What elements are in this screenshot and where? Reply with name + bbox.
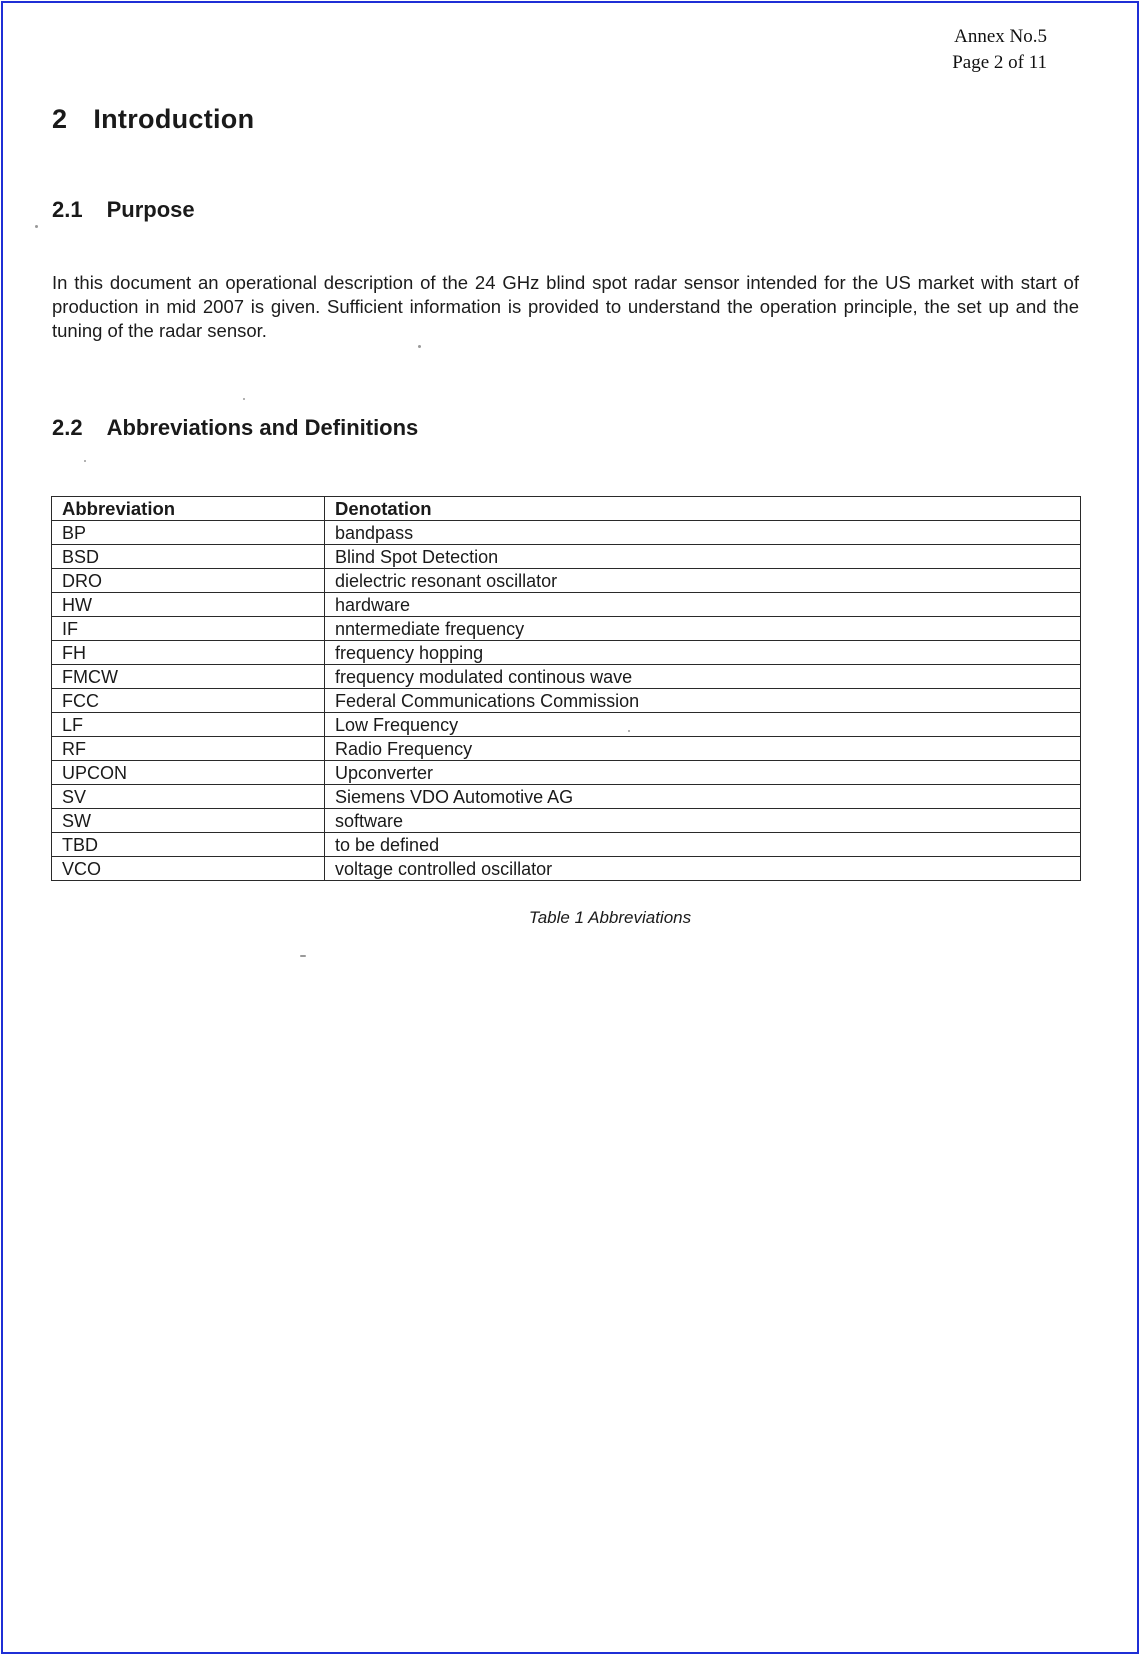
table-header-row xyxy=(52,497,1081,521)
abbreviations-table xyxy=(51,496,1081,881)
abbreviation-cell: HW xyxy=(52,593,325,617)
abbreviation-cell: BSD xyxy=(52,545,325,569)
abbreviations-heading xyxy=(52,415,418,441)
abbreviation-cell: SV xyxy=(52,785,325,809)
denotation-cell: frequency hopping xyxy=(325,641,1081,665)
column-header-denotation: Denotation xyxy=(325,497,1081,521)
abbreviation-cell: SW xyxy=(52,809,325,833)
denotation-cell: bandpass xyxy=(325,521,1081,545)
table-row xyxy=(52,689,1081,713)
abbreviation-cell: TBD xyxy=(52,833,325,857)
purpose-number: 2.1 xyxy=(52,197,83,222)
denotation-cell: Upconverter xyxy=(325,761,1081,785)
scan-speck xyxy=(418,345,421,348)
denotation-cell: Blind Spot Detection xyxy=(325,545,1081,569)
table-caption xyxy=(0,908,1140,928)
abbreviation-cell: VCO xyxy=(52,857,325,881)
denotation-cell: Low Frequency xyxy=(325,713,1081,737)
abbreviation-cell: LF xyxy=(52,713,325,737)
page-number: Page 2 of 11 xyxy=(952,52,1047,73)
denotation-cell: frequency modulated continous wave xyxy=(325,665,1081,689)
section-heading xyxy=(52,104,254,135)
table-row xyxy=(52,737,1081,761)
abbreviation-cell: DRO xyxy=(52,569,325,593)
abbreviations-title: Abbreviations and Definitions xyxy=(106,415,419,440)
scan-speck xyxy=(84,460,86,462)
table-row xyxy=(52,785,1081,809)
denotation-cell: software xyxy=(325,809,1081,833)
scan-speck xyxy=(628,730,630,732)
table-row xyxy=(52,617,1081,641)
denotation-cell: Radio Frequency xyxy=(325,737,1081,761)
abbreviation-cell: BP xyxy=(52,521,325,545)
annex-label: Annex No.5 xyxy=(954,26,1047,47)
denotation-cell: hardware xyxy=(325,593,1081,617)
table-row xyxy=(52,641,1081,665)
table-row xyxy=(52,521,1081,545)
table-row xyxy=(52,833,1081,857)
abbreviation-cell: IF xyxy=(52,617,325,641)
table-row xyxy=(52,665,1081,689)
denotation-cell: Siemens VDO Automotive AG xyxy=(325,785,1081,809)
table-caption-text: Table 1 Abbreviations xyxy=(528,908,692,927)
column-header-abbreviation: Abbreviation xyxy=(52,497,325,521)
denotation-cell: Federal Communications Commission xyxy=(325,689,1081,713)
purpose-heading xyxy=(52,197,195,223)
abbreviation-cell: RF xyxy=(52,737,325,761)
scan-speck xyxy=(35,225,38,228)
purpose-title: Purpose xyxy=(106,197,195,222)
section-title: Introduction xyxy=(93,104,255,134)
table-row xyxy=(52,713,1081,737)
abbreviations-number: 2.2 xyxy=(52,415,83,440)
abbreviation-cell: FCC xyxy=(52,689,325,713)
table-row xyxy=(52,545,1081,569)
scan-speck xyxy=(300,955,306,957)
table-row xyxy=(52,857,1081,881)
table-row xyxy=(52,761,1081,785)
denotation-cell: voltage controlled oscillator xyxy=(325,857,1081,881)
abbreviation-cell: FH xyxy=(52,641,325,665)
table-row xyxy=(52,809,1081,833)
table-row xyxy=(52,593,1081,617)
denotation-cell: dielectric resonant oscillator xyxy=(325,569,1081,593)
abbreviation-cell: FMCW xyxy=(52,665,325,689)
denotation-cell: to be defined xyxy=(325,833,1081,857)
scan-speck xyxy=(243,398,245,400)
denotation-cell: nntermediate frequency xyxy=(325,617,1081,641)
section-number: 2 xyxy=(52,104,68,134)
table-row xyxy=(52,569,1081,593)
abbreviation-cell: UPCON xyxy=(52,761,325,785)
purpose-paragraph: In this document an operational description of the 24 GHz blind spot radar sensor intended for the US market with start of production in mid 2007 is given. Sufficient information is provided to understand the operation principle, the set up and the tuning of the radar sensor. xyxy=(52,272,1079,341)
